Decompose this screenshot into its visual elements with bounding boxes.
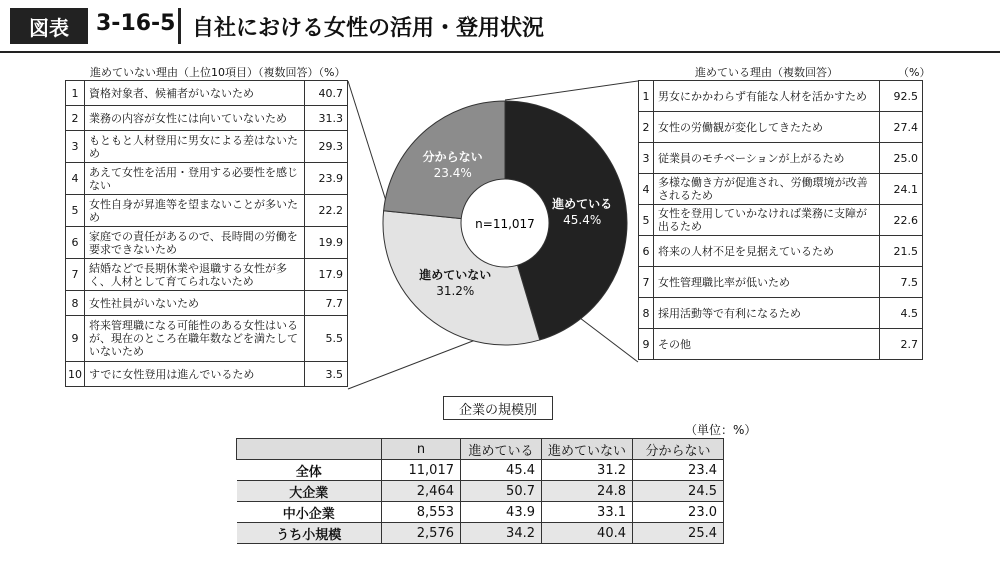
- scale-row: [237, 460, 724, 481]
- reason-rank: 1: [66, 81, 85, 106]
- reason-percent: 29.3: [305, 131, 348, 163]
- reason-text: 将来の人材不足を見据えているため: [654, 236, 880, 267]
- reason-percent: 4.5: [880, 298, 923, 329]
- size-value-n: 2,576: [382, 523, 461, 544]
- reason-text: 業務の内容が女性には向いていないため: [85, 106, 305, 131]
- reason-percent: 21.5: [880, 236, 923, 267]
- reason-rank: 6: [66, 227, 85, 259]
- reason-percent: 23.9: [305, 163, 348, 195]
- reason-text: 結婚などで長期休業や退職する女性が多く、人材として育てられないため: [85, 259, 305, 291]
- scale-table-unit: （単位：%）: [685, 423, 757, 437]
- reason-rank: 7: [639, 267, 654, 298]
- reason-rank: 10: [66, 362, 85, 387]
- size-value-c: 23.0: [633, 502, 724, 523]
- reason-rank: 2: [639, 112, 654, 143]
- reason-percent: 22.2: [305, 195, 348, 227]
- reason-text: あえて女性を活用・登用する必要性を感じない: [85, 163, 305, 195]
- figure-number: 3-16-5: [96, 11, 176, 36]
- pie-slice-label: 進めている: [552, 196, 613, 211]
- size-label: 中小企業: [237, 502, 382, 523]
- pie-center-label: n=11,017: [475, 217, 535, 231]
- size-value-b: 24.8: [542, 481, 633, 502]
- size-value-n: 11,017: [382, 460, 461, 481]
- connector-line: [505, 81, 638, 100]
- scale-column-header: 分からない: [633, 439, 724, 460]
- size-value-a: 45.4: [461, 460, 542, 481]
- reason-rank: 6: [639, 236, 654, 267]
- reason-text: 採用活動等で有利になるため: [654, 298, 880, 329]
- reason-rank: 4: [639, 174, 654, 205]
- pie-slice-value: 31.2%: [436, 284, 475, 299]
- size-value-b: 33.1: [542, 502, 633, 523]
- reason-percent: 3.5: [305, 362, 348, 387]
- reason-rank: 8: [66, 291, 85, 316]
- reason-percent: 24.1: [880, 174, 923, 205]
- size-label: うち小規模: [237, 523, 382, 544]
- pie-slice-value: 23.4%: [433, 166, 472, 181]
- company-size-table: [236, 438, 724, 544]
- reason-percent: 17.9: [305, 259, 348, 291]
- scale-row: [237, 502, 724, 523]
- reason-percent: 22.6: [880, 205, 923, 236]
- pie-slice-value: 45.4%: [563, 212, 602, 227]
- reason-text: 将来管理職になる可能性のある女性はいるが、現在のところ在職年数などを満たしていないため: [85, 316, 305, 362]
- reason-rank: 2: [66, 106, 85, 131]
- left-table-caption: 進めていない理由（上位10項目）（複数回答）（%）: [90, 66, 346, 79]
- reason-text: 従業員のモチベーションが上がるため: [654, 143, 880, 174]
- connector-line: [348, 81, 386, 201]
- size-value-c: 25.4: [633, 523, 724, 544]
- reason-rank: 5: [639, 205, 654, 236]
- size-value-b: 40.4: [542, 523, 633, 544]
- figure-badge: 図表: [10, 8, 88, 44]
- reason-percent: 7.7: [305, 291, 348, 316]
- scale-column-header: n: [382, 439, 461, 460]
- reason-rank: 3: [66, 131, 85, 163]
- right-table-caption: 進めている理由（複数回答）: [695, 66, 838, 79]
- reason-percent: 27.4: [880, 112, 923, 143]
- pie-slice-label: 進めていない: [419, 268, 492, 283]
- reason-rank: 7: [66, 259, 85, 291]
- figure-title: 自社における女性の活用・登用状況: [192, 16, 545, 41]
- scale-header-row: [237, 439, 724, 460]
- reason-text: すでに女性登用は進んでいるため: [85, 362, 305, 387]
- size-value-n: 2,464: [382, 481, 461, 502]
- size-value-b: 31.2: [542, 460, 633, 481]
- size-value-a: 50.7: [461, 481, 542, 502]
- reason-text: 多様な働き方が促進され、労働環境が改善されるため: [654, 174, 880, 205]
- reason-rank: 8: [639, 298, 654, 329]
- size-value-a: 34.2: [461, 523, 542, 544]
- reason-rank: 9: [639, 329, 654, 360]
- reason-percent: 40.7: [305, 81, 348, 106]
- reason-rank: 9: [66, 316, 85, 362]
- size-label: 大企業: [237, 481, 382, 502]
- pie-slice-label: 分からない: [422, 150, 483, 165]
- reason-text: 家庭での責任があるので、長時間の労働を要求できないため: [85, 227, 305, 259]
- reason-percent: 2.7: [880, 329, 923, 360]
- reason-text: その他: [654, 329, 880, 360]
- reason-text: もともと人材登用に男女による差はないため: [85, 131, 305, 163]
- size-value-a: 43.9: [461, 502, 542, 523]
- reason-percent: 92.5: [880, 81, 923, 112]
- reason-percent: 19.9: [305, 227, 348, 259]
- reason-percent: 31.3: [305, 106, 348, 131]
- size-value-c: 23.4: [633, 460, 724, 481]
- reason-percent: 7.5: [880, 267, 923, 298]
- reason-percent: 5.5: [305, 316, 348, 362]
- right-table-unit: （%）: [898, 66, 931, 79]
- reason-rank: 3: [639, 143, 654, 174]
- scale-column-header: 進めている: [461, 439, 542, 460]
- size-value-c: 24.5: [633, 481, 724, 502]
- reason-text: 女性を登用していかなければ業務に支障が出るため: [654, 205, 880, 236]
- scale-column-header: 進めていない: [542, 439, 633, 460]
- reason-rank: 1: [639, 81, 654, 112]
- scale-column-header: [237, 439, 382, 460]
- scale-table-title: 企業の規模別: [443, 396, 553, 420]
- reason-text: 男女にかかわらず有能な人材を活かすため: [654, 81, 880, 112]
- scale-row: [237, 523, 724, 544]
- reason-text: 女性管理職比率が低いため: [654, 267, 880, 298]
- reason-rank: 4: [66, 163, 85, 195]
- reason-percent: 25.0: [880, 143, 923, 174]
- size-label: 全体: [237, 460, 382, 481]
- reason-text: 資格対象者、候補者がいないため: [85, 81, 305, 106]
- size-value-n: 8,553: [382, 502, 461, 523]
- reason-text: 女性の労働観が変化してきたため: [654, 112, 880, 143]
- reason-text: 女性社員がいないため: [85, 291, 305, 316]
- reason-text: 女性自身が昇進等を望まないことが多いため: [85, 195, 305, 227]
- scale-row: [237, 481, 724, 502]
- reason-rank: 5: [66, 195, 85, 227]
